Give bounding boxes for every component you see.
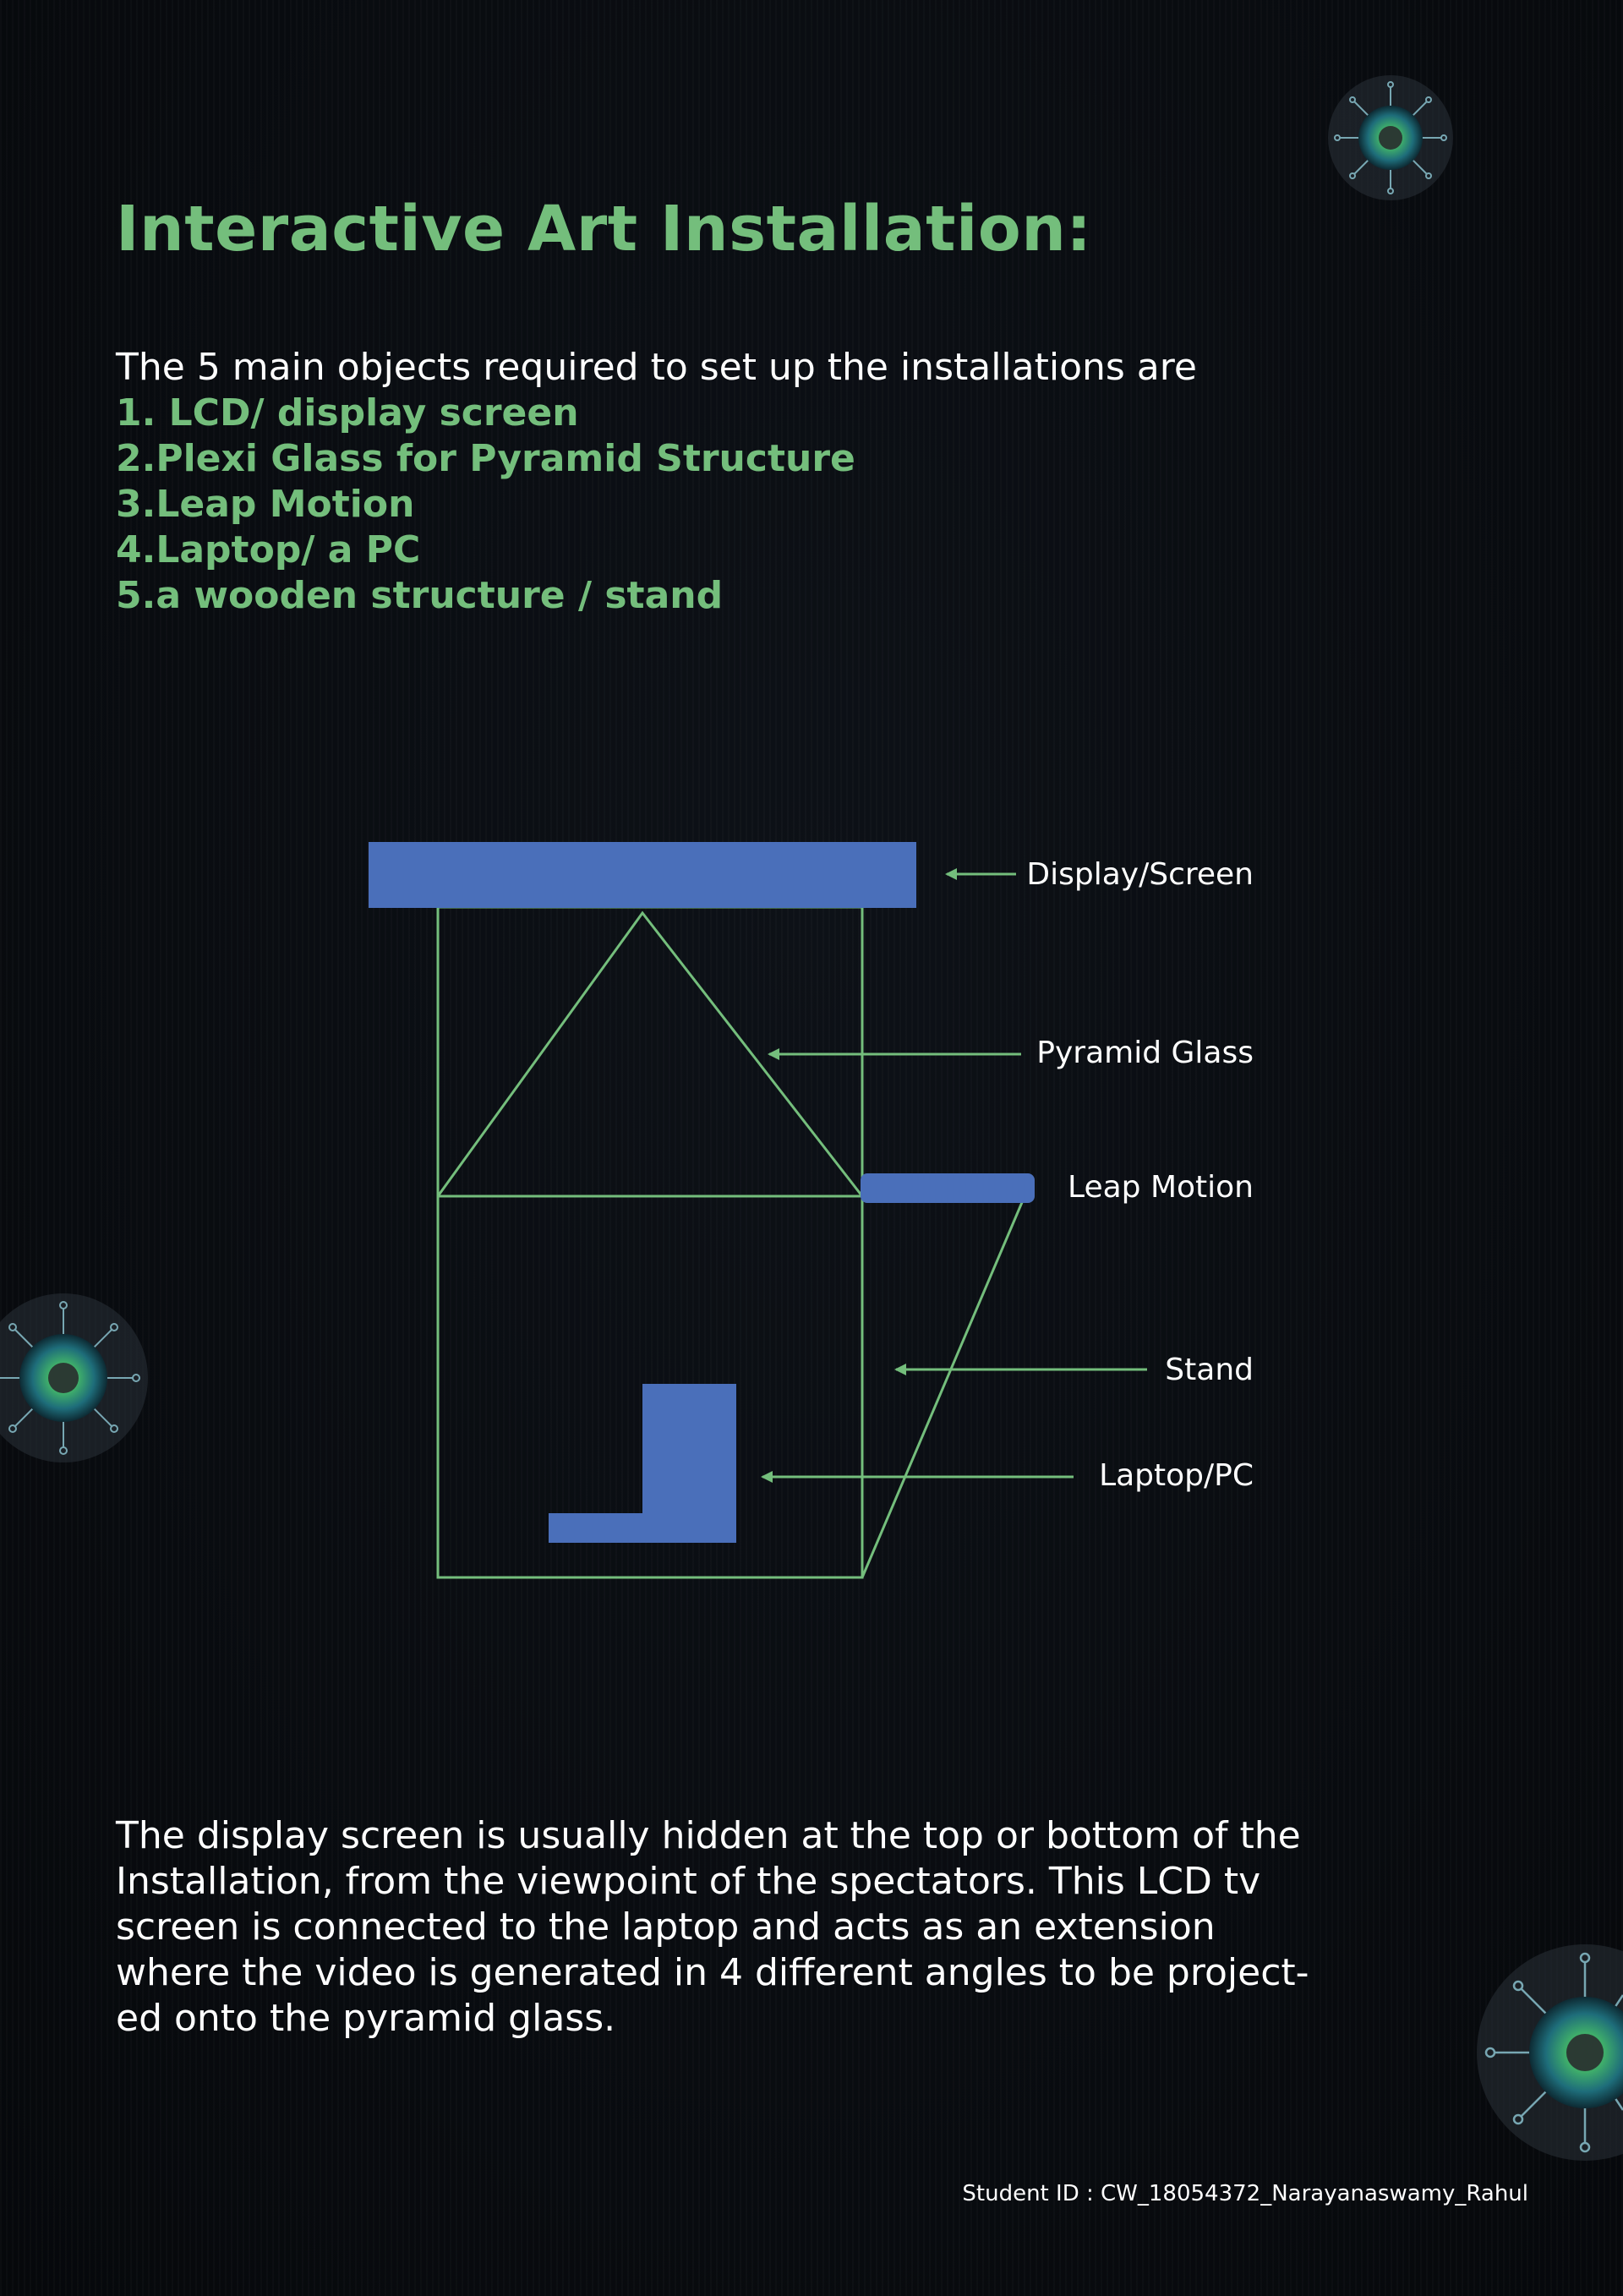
label-laptop: Laptop/PC bbox=[1099, 1458, 1254, 1493]
intro-text: The 5 main objects required to set up the installations are bbox=[116, 346, 1197, 389]
label-stand: Stand bbox=[1165, 1353, 1254, 1387]
page-title: Interactive Art Installation: bbox=[116, 193, 1092, 265]
list-item: 2.Plexi Glass for Pyramid Structure bbox=[116, 437, 855, 480]
list-item: 1. LCD/ display screen bbox=[116, 391, 579, 435]
display-arrowhead bbox=[945, 868, 957, 880]
list-item: 4.Laptop/ a PC bbox=[116, 528, 421, 571]
laptop-arrowhead bbox=[761, 1471, 773, 1483]
label-leap: Leap Motion bbox=[1068, 1170, 1254, 1205]
student-id: Student ID : CW_18054372_Narayanaswamy_Rahul bbox=[962, 2181, 1528, 2206]
label-display: Display/Screen bbox=[1026, 857, 1254, 892]
description-line: ed onto the pyramid glass. bbox=[116, 1997, 616, 2040]
description bbox=[116, 1813, 1434, 2042]
description-line: screen is connected to the laptop and acts as an extension bbox=[116, 1905, 1216, 1949]
description-line: where the video is generated in 4 different angles to be project- bbox=[116, 1951, 1309, 1994]
list-item: 3.Leap Motion bbox=[116, 483, 415, 526]
pyramid-arrowhead bbox=[768, 1048, 779, 1060]
laptop-base bbox=[549, 1513, 736, 1543]
display-screen bbox=[369, 842, 916, 908]
stand-arrowhead bbox=[894, 1364, 906, 1375]
leap-motion-device bbox=[861, 1173, 1035, 1203]
description-line: The display screen is usually hidden at the top or bottom of the bbox=[116, 1814, 1301, 1857]
list-item: 5.a wooden structure / stand bbox=[116, 574, 724, 617]
label-pyramid: Pyramid Glass bbox=[1036, 1036, 1254, 1070]
leap-connector bbox=[862, 1200, 1023, 1577]
description-line: Installation, from the viewpoint of the spectators. This LCD tv bbox=[116, 1860, 1261, 1903]
